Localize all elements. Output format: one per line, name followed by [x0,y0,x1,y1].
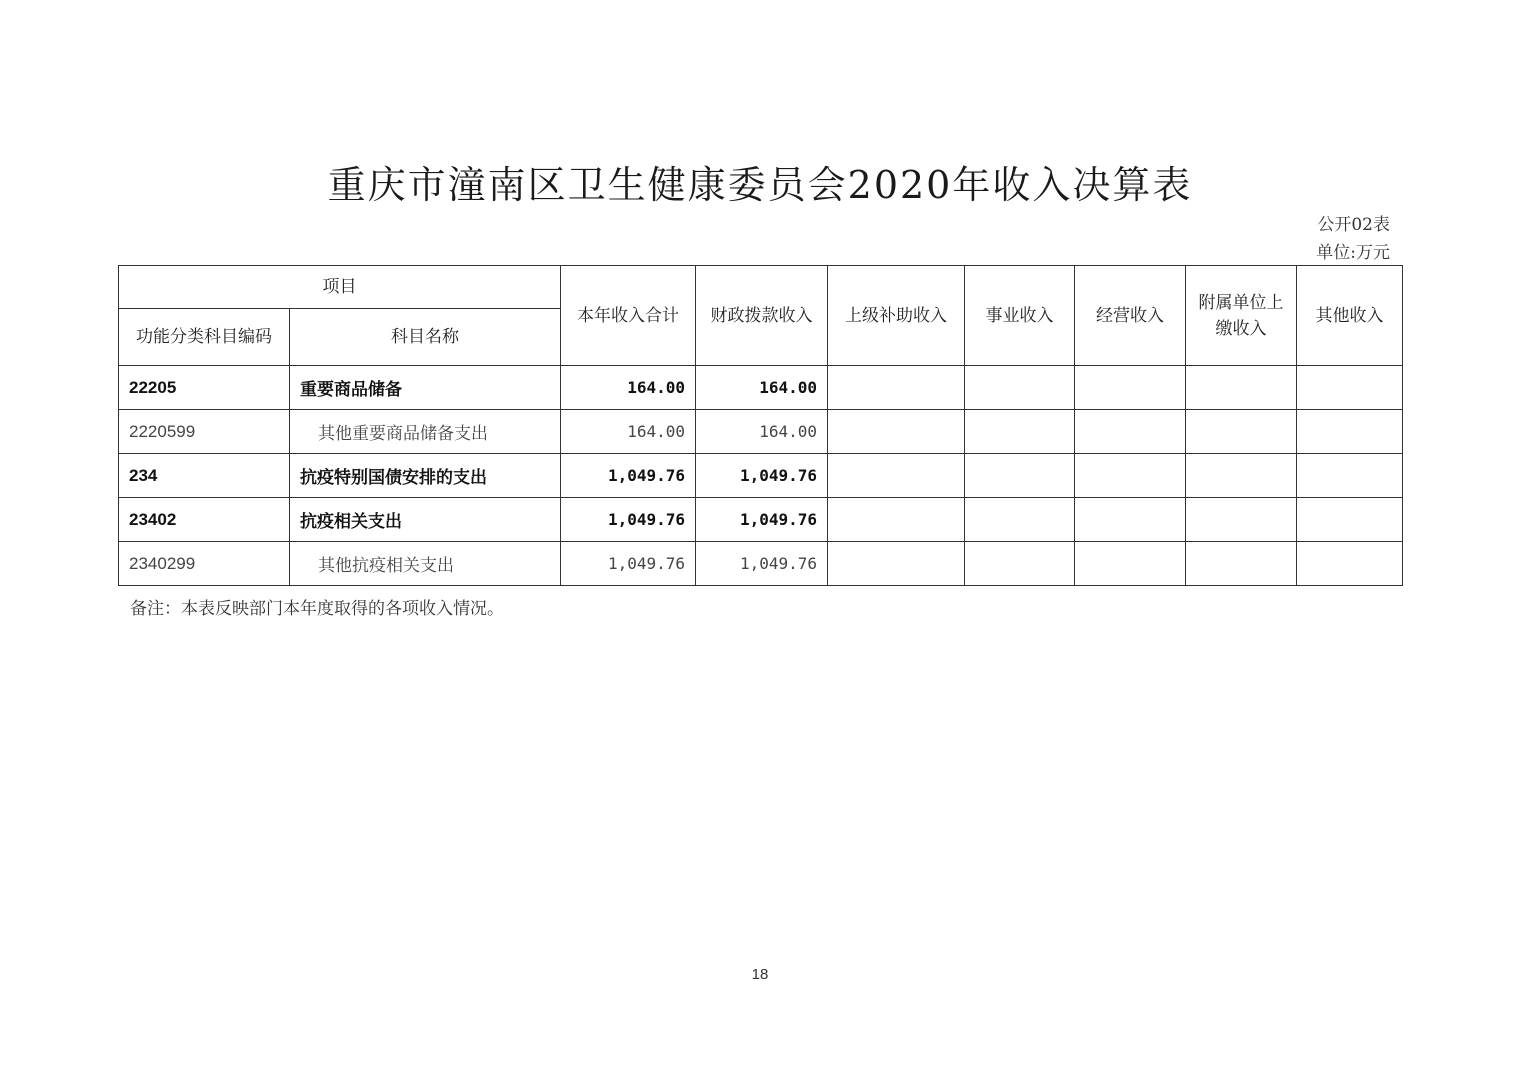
cell-business [965,410,1075,454]
cell-code: 23402 [119,498,290,542]
page-title: 重庆市潼南区卫生健康委员会2020年收入决算表 [327,163,1193,207]
cell-operating [1075,498,1186,542]
cell-affiliated [1186,454,1297,498]
cell-other [1297,454,1403,498]
header-subject-name: 科目名称 [290,309,561,366]
header-other: 其他收入 [1297,266,1403,366]
cell-total: 164.00 [561,410,696,454]
cell-operating [1075,366,1186,410]
page-number: 18 [751,966,769,983]
table-row [119,542,1403,586]
header-total: 本年收入合计 [561,266,696,366]
cell-fiscal: 1,049.76 [696,542,828,586]
header-affiliated: 附属单位上缴收入 [1186,266,1297,366]
cell-total: 1,049.76 [561,542,696,586]
cell-superior [828,498,965,542]
cell-superior [828,542,965,586]
header-business: 事业收入 [965,266,1075,366]
cell-superior [828,410,965,454]
table-code: 公开02表 [1317,215,1390,235]
cell-business [965,542,1075,586]
cell-code: 2340299 [119,542,290,586]
table-note: 备注：本表反映部门本年度取得的各项收入情况。 [130,599,504,619]
cell-business [965,454,1075,498]
cell-name: 重要商品储备 [290,366,561,410]
cell-name: 其他抗疫相关支出 [290,542,561,586]
header-fiscal: 财政拨款收入 [696,266,828,366]
cell-other [1297,410,1403,454]
cell-total: 1,049.76 [561,454,696,498]
cell-other [1297,498,1403,542]
cell-affiliated [1186,366,1297,410]
header-func-code: 功能分类科目编码 [119,309,290,366]
income-table [118,265,1403,586]
cell-name: 其他重要商品储备支出 [290,410,561,454]
cell-operating [1075,410,1186,454]
cell-superior [828,454,965,498]
header-project: 项目 [119,266,561,309]
header-operating: 经营收入 [1075,266,1186,366]
cell-fiscal: 1,049.76 [696,498,828,542]
cell-superior [828,366,965,410]
table-row [119,454,1403,498]
cell-affiliated [1186,410,1297,454]
cell-affiliated [1186,498,1297,542]
cell-other [1297,366,1403,410]
cell-operating [1075,454,1186,498]
cell-name: 抗疫特别国债安排的支出 [290,454,561,498]
cell-name: 抗疫相关支出 [290,498,561,542]
cell-code: 2220599 [119,410,290,454]
cell-fiscal: 164.00 [696,410,828,454]
cell-code: 234 [119,454,290,498]
table-row [119,498,1403,542]
cell-other [1297,542,1403,586]
header-superior: 上级补助收入 [828,266,965,366]
cell-fiscal: 164.00 [696,366,828,410]
cell-total: 164.00 [561,366,696,410]
cell-total: 1,049.76 [561,498,696,542]
table-row [119,366,1403,410]
cell-code: 22205 [119,366,290,410]
cell-operating [1075,542,1186,586]
table-row [119,410,1403,454]
cell-affiliated [1186,542,1297,586]
cell-fiscal: 1,049.76 [696,454,828,498]
cell-business [965,366,1075,410]
cell-business [965,498,1075,542]
unit-label: 单位:万元 [1316,243,1390,263]
